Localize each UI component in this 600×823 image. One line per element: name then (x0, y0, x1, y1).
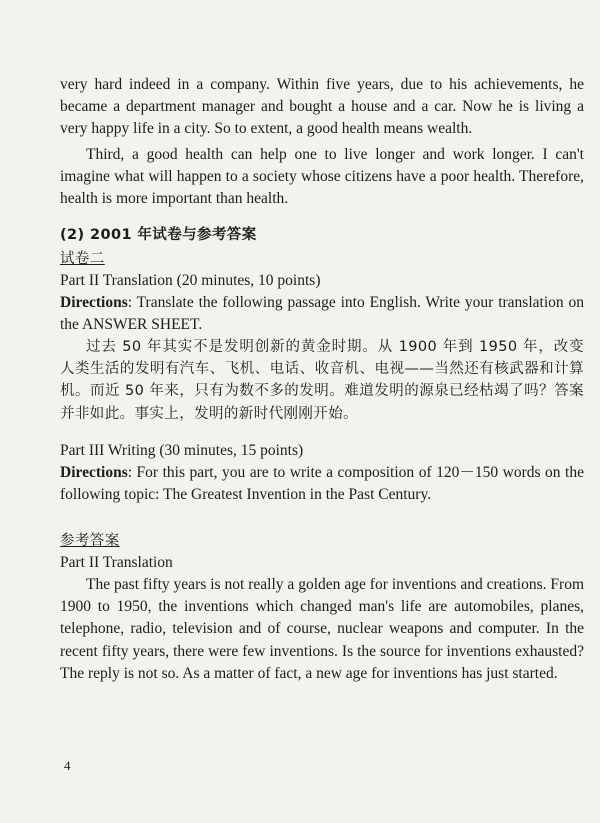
answer-part-title: Part II Translation (60, 554, 173, 571)
part3-title: Part III Writing (30 minutes, 15 points) (60, 442, 304, 459)
answer-label: 参考答案 (60, 533, 120, 549)
third-paragraph: Third, a good health can help one to live longer and work longer. I can't imagine what will happen to a society whose citizens have a poor health. Therefore, health is more important than health. (60, 146, 584, 208)
section-heading: (2) 2001 年试卷与参考答案 (60, 227, 257, 243)
answer-passage: The past fifty years is not really a golden age for inventions and creations. From 1900 to 1950, the inventions which changed man's life are automobiles, planes, telephone, radio, television and of course, nuclear weapons and computer. In the recent fifty years, there were few inventions. Is the source for inventions exhausted? The reply is not so. As a matter of fact, a new age for inventions has just started. (60, 576, 584, 682)
directions-label: Directions (60, 294, 128, 311)
paper-label: 试卷二 (60, 251, 105, 267)
writing-directions-text: : For this part, you are to write a composition of 120－150 words on the following topic: The Greatest Invention in the Past Century. (60, 464, 584, 504)
page-number: 4 (64, 758, 71, 773)
directions-label-writing: Directions (60, 464, 128, 481)
translation-directions (60, 292, 584, 336)
part2-title: Part II Translation (20 minutes, 10 points) (60, 272, 321, 289)
chinese-passage: 过去 50 年其实不是发明创新的黄金时期。从 1900 年到 1950 年，改变人类生活的发明有汽车、飞机、电话、收音机、电视——当然还有核武器和计算机。而近 50 年来，只有为数不多的发明。难道发明的源泉已经枯竭了吗？答案并非如此。事实上，发明的新时代刚刚开始。 (60, 339, 584, 422)
intro-paragraph: very hard indeed in a company. Within five years, due to his achievements, he became a department manager and bought a house and a car. Now he is living a very happy life in a city. So to extent, a good health means wealth. (60, 76, 584, 138)
writing-directions (60, 462, 584, 506)
translation-directions-text: : Translate the following passage into English. Write your translation on the ANSWER SHEET. (60, 294, 584, 334)
